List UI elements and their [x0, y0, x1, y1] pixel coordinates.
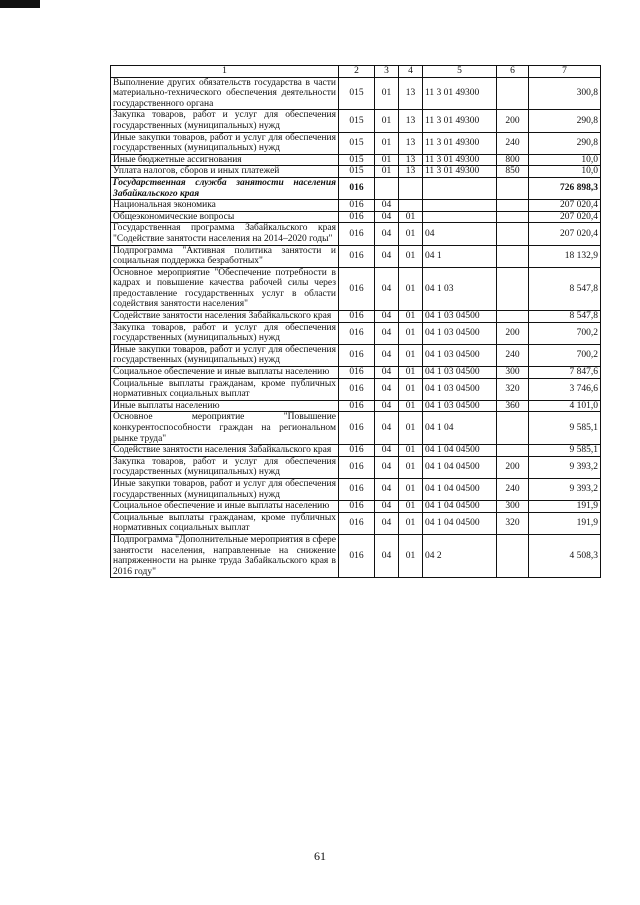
amount-cell: 10,0 — [529, 166, 601, 178]
subsection-code-cell: 01 — [399, 534, 423, 577]
section-code-cell: 04 — [375, 512, 399, 534]
amount-cell: 300,8 — [529, 77, 601, 110]
target-article-cell: 11 3 01 49300 — [423, 110, 497, 132]
table-row — [111, 367, 601, 379]
table-row — [111, 154, 601, 166]
ministry-code-cell: 015 — [339, 166, 375, 178]
ministry-code-cell: 016 — [339, 412, 375, 445]
expense-type-cell: 200 — [497, 322, 529, 344]
target-article-cell — [423, 200, 497, 212]
item-name-cell: Основное мероприятие "Обеспечение потребности в кадрах и повышение качества рабочей силы через предоставление государственных услуг в области содействия занятости населения" — [111, 267, 339, 310]
budget-table-body — [111, 66, 601, 578]
subsection-code-cell: 01 — [399, 512, 423, 534]
target-article-cell: 04 1 03 04500 — [423, 400, 497, 412]
expense-type-cell: 850 — [497, 166, 529, 178]
expense-type-cell: 800 — [497, 154, 529, 166]
target-article-cell: 04 1 03 04500 — [423, 344, 497, 366]
ministry-code-cell: 016 — [339, 534, 375, 577]
item-name-cell: Государственная программа Забайкальского края "Содействие занятости населения на 2014–2020 годы" — [111, 223, 339, 245]
ministry-code-cell: 016 — [339, 223, 375, 245]
item-name-cell: Содействие занятости населения Забайкальского края — [111, 311, 339, 323]
ministry-code-cell: 015 — [339, 77, 375, 110]
section-code-cell: 04 — [375, 478, 399, 500]
table-row — [111, 512, 601, 534]
item-name-cell: Подпрограмма "Дополнительные мероприятия в сфере занятости населения, направленные на снижение напряженности на рынке труда Забайкальского края в 2016 году" — [111, 534, 339, 577]
ministry-code-cell: 016 — [339, 177, 375, 199]
section-code-cell: 04 — [375, 267, 399, 310]
amount-cell: 3 746,6 — [529, 378, 601, 400]
item-name-cell: Социальное обеспечение и иные выплаты населению — [111, 367, 339, 379]
item-name-cell: Уплата налогов, сборов и иных платежей — [111, 166, 339, 178]
table-row — [111, 456, 601, 478]
item-name-cell: Закупка товаров, работ и услуг для обеспечения государственных (муниципальных) нужд — [111, 110, 339, 132]
target-article-cell: 04 1 04 04500 — [423, 512, 497, 534]
target-article-cell: 04 1 04 04500 — [423, 445, 497, 457]
target-article-cell: 04 2 — [423, 534, 497, 577]
expense-type-cell — [497, 311, 529, 323]
expense-type-cell — [497, 223, 529, 245]
amount-cell: 8 547,8 — [529, 267, 601, 310]
subsection-code-cell: 01 — [399, 367, 423, 379]
item-name-cell: Государственная служба занятости населения Забайкальского края — [111, 177, 339, 199]
section-code-cell: 04 — [375, 223, 399, 245]
ministry-code-cell: 016 — [339, 378, 375, 400]
target-article-cell — [423, 177, 497, 199]
amount-cell: 9 585,1 — [529, 445, 601, 457]
page-number: 61 — [314, 849, 326, 863]
subsection-code-cell — [399, 177, 423, 199]
table-row — [111, 478, 601, 500]
subsection-code-cell: 01 — [399, 400, 423, 412]
expense-type-cell: 240 — [497, 132, 529, 154]
subsection-code-cell: 13 — [399, 77, 423, 110]
subsection-code-cell: 01 — [399, 245, 423, 267]
subsection-code-cell: 01 — [399, 412, 423, 445]
ministry-code-cell: 015 — [339, 110, 375, 132]
item-name-cell: Национальная экономика — [111, 200, 339, 212]
subsection-code-cell: 01 — [399, 223, 423, 245]
target-article-cell: 04 1 03 04500 — [423, 367, 497, 379]
amount-cell: 18 132,9 — [529, 245, 601, 267]
table-row — [111, 132, 601, 154]
expense-type-cell: 360 — [497, 400, 529, 412]
item-name-cell: Иные закупки товаров, работ и услуг для обеспечения государственных (муниципальных) нужд — [111, 344, 339, 366]
column-number-cell: 7 — [529, 66, 601, 78]
target-article-cell — [423, 211, 497, 223]
section-code-cell: 04 — [375, 378, 399, 400]
item-name-cell: Иные закупки товаров, работ и услуг для обеспечения государственных (муниципальных) нужд — [111, 478, 339, 500]
column-number-cell: 3 — [375, 66, 399, 78]
expense-type-cell — [497, 412, 529, 445]
item-name-cell: Иные бюджетные ассигнования — [111, 154, 339, 166]
amount-cell: 9 393,2 — [529, 456, 601, 478]
amount-cell: 7 847,6 — [529, 367, 601, 379]
budget-table — [110, 65, 601, 578]
item-name-cell: Социальное обеспечение и иные выплаты населению — [111, 501, 339, 513]
item-name-cell: Основное мероприятие "Повышение конкурентоспособности граждан на региональном рынке труда" — [111, 412, 339, 445]
ministry-code-cell: 016 — [339, 311, 375, 323]
amount-cell: 700,2 — [529, 322, 601, 344]
subsection-code-cell: 01 — [399, 267, 423, 310]
expense-type-cell: 240 — [497, 344, 529, 366]
section-code-cell: 04 — [375, 534, 399, 577]
table-row — [111, 534, 601, 577]
amount-cell: 8 547,8 — [529, 311, 601, 323]
target-article-cell: 04 1 03 04500 — [423, 311, 497, 323]
section-code-cell — [375, 177, 399, 199]
subsection-code-cell: 13 — [399, 166, 423, 178]
target-article-cell: 04 1 03 — [423, 267, 497, 310]
item-name-cell: Выполнение других обязательств государства в части материально-технического обеспечения деятельности государственного органа — [111, 77, 339, 110]
subsection-code-cell: 01 — [399, 445, 423, 457]
target-article-cell: 11 3 01 49300 — [423, 132, 497, 154]
section-code-cell: 04 — [375, 367, 399, 379]
ministry-code-cell: 016 — [339, 400, 375, 412]
expense-type-cell — [497, 200, 529, 212]
table-row — [111, 177, 601, 199]
section-code-cell: 04 — [375, 344, 399, 366]
subsection-code-cell: 13 — [399, 110, 423, 132]
column-number-cell: 6 — [497, 66, 529, 78]
ministry-code-cell: 015 — [339, 132, 375, 154]
subsection-code-cell: 13 — [399, 132, 423, 154]
target-article-cell: 04 1 04 04500 — [423, 456, 497, 478]
item-name-cell: Иные выплаты населению — [111, 400, 339, 412]
section-code-cell: 04 — [375, 322, 399, 344]
column-number-cell: 2 — [339, 66, 375, 78]
amount-cell: 700,2 — [529, 344, 601, 366]
section-code-cell: 04 — [375, 400, 399, 412]
target-article-cell: 11 3 01 49300 — [423, 166, 497, 178]
section-code-cell: 01 — [375, 166, 399, 178]
item-name-cell: Содействие занятости населения Забайкальского края — [111, 445, 339, 457]
amount-cell: 207 020,4 — [529, 211, 601, 223]
target-article-cell: 04 1 04 04500 — [423, 478, 497, 500]
table-row — [111, 501, 601, 513]
subsection-code-cell — [399, 200, 423, 212]
column-number-cell: 4 — [399, 66, 423, 78]
column-number-cell: 1 — [111, 66, 339, 78]
ministry-code-cell: 016 — [339, 211, 375, 223]
target-article-cell: 04 1 04 04500 — [423, 501, 497, 513]
expense-type-cell — [497, 267, 529, 310]
ministry-code-cell: 016 — [339, 512, 375, 534]
table-row — [111, 223, 601, 245]
section-code-cell: 01 — [375, 132, 399, 154]
amount-cell: 290,8 — [529, 132, 601, 154]
expense-type-cell: 300 — [497, 501, 529, 513]
target-article-cell: 04 1 — [423, 245, 497, 267]
ministry-code-cell: 016 — [339, 200, 375, 212]
section-code-cell: 01 — [375, 110, 399, 132]
ministry-code-cell: 016 — [339, 344, 375, 366]
expense-type-cell — [497, 534, 529, 577]
table-row — [111, 77, 601, 110]
table-row — [111, 445, 601, 457]
table-row — [111, 378, 601, 400]
item-name-cell: Закупка товаров, работ и услуг для обеспечения государственных (муниципальных) нужд — [111, 456, 339, 478]
amount-cell: 191,9 — [529, 512, 601, 534]
target-article-cell: 11 3 01 49300 — [423, 77, 497, 110]
amount-cell: 207 020,4 — [529, 223, 601, 245]
subsection-code-cell: 01 — [399, 311, 423, 323]
expense-type-cell — [497, 445, 529, 457]
expense-type-cell — [497, 211, 529, 223]
section-code-cell: 04 — [375, 445, 399, 457]
table-row — [111, 166, 601, 178]
section-code-cell: 01 — [375, 77, 399, 110]
ministry-code-cell: 016 — [339, 267, 375, 310]
section-code-cell: 04 — [375, 311, 399, 323]
section-code-cell: 04 — [375, 211, 399, 223]
ministry-code-cell: 016 — [339, 445, 375, 457]
amount-cell: 9 585,1 — [529, 412, 601, 445]
subsection-code-cell: 01 — [399, 456, 423, 478]
amount-cell: 4 101,0 — [529, 400, 601, 412]
subsection-code-cell: 01 — [399, 378, 423, 400]
table-row — [111, 400, 601, 412]
table-row — [111, 322, 601, 344]
expense-type-cell: 200 — [497, 456, 529, 478]
ministry-code-cell: 015 — [339, 154, 375, 166]
subsection-code-cell: 13 — [399, 154, 423, 166]
table-row — [111, 311, 601, 323]
column-number-row — [111, 66, 601, 78]
column-number-cell: 5 — [423, 66, 497, 78]
amount-cell: 9 393,2 — [529, 478, 601, 500]
item-name-cell: Социальные выплаты гражданам, кроме публичных нормативных социальных выплат — [111, 512, 339, 534]
expense-type-cell: 200 — [497, 110, 529, 132]
amount-cell: 10,0 — [529, 154, 601, 166]
table-row — [111, 245, 601, 267]
item-name-cell: Закупка товаров, работ и услуг для обеспечения государственных (муниципальных) нужд — [111, 322, 339, 344]
table-row — [111, 267, 601, 310]
target-article-cell: 04 — [423, 223, 497, 245]
section-code-cell: 04 — [375, 200, 399, 212]
target-article-cell: 04 1 04 — [423, 412, 497, 445]
table-row — [111, 211, 601, 223]
table-row — [111, 110, 601, 132]
amount-cell: 191,9 — [529, 501, 601, 513]
scan-corner-mark — [0, 0, 40, 8]
expense-type-cell: 240 — [497, 478, 529, 500]
section-code-cell: 01 — [375, 154, 399, 166]
expense-type-cell — [497, 77, 529, 110]
subsection-code-cell: 01 — [399, 501, 423, 513]
item-name-cell: Подпрограмма "Активная политика занятости и социальная поддержка безработных" — [111, 245, 339, 267]
amount-cell: 726 898,3 — [529, 177, 601, 199]
ministry-code-cell: 016 — [339, 245, 375, 267]
subsection-code-cell: 01 — [399, 322, 423, 344]
table-row — [111, 344, 601, 366]
target-article-cell: 04 1 03 04500 — [423, 378, 497, 400]
expense-type-cell: 320 — [497, 378, 529, 400]
expense-type-cell: 300 — [497, 367, 529, 379]
section-code-cell: 04 — [375, 456, 399, 478]
item-name-cell: Социальные выплаты гражданам, кроме публичных нормативных социальных выплат — [111, 378, 339, 400]
ministry-code-cell: 016 — [339, 367, 375, 379]
expense-type-cell — [497, 177, 529, 199]
table-row — [111, 412, 601, 445]
amount-cell: 207 020,4 — [529, 200, 601, 212]
section-code-cell: 04 — [375, 501, 399, 513]
amount-cell: 4 508,3 — [529, 534, 601, 577]
ministry-code-cell: 016 — [339, 322, 375, 344]
budget-table-container — [110, 65, 600, 578]
section-code-cell: 04 — [375, 245, 399, 267]
ministry-code-cell: 016 — [339, 456, 375, 478]
table-row — [111, 200, 601, 212]
expense-type-cell — [497, 245, 529, 267]
ministry-code-cell: 016 — [339, 501, 375, 513]
target-article-cell: 11 3 01 49300 — [423, 154, 497, 166]
expense-type-cell: 320 — [497, 512, 529, 534]
item-name-cell: Общеэкономические вопросы — [111, 211, 339, 223]
subsection-code-cell: 01 — [399, 211, 423, 223]
amount-cell: 290,8 — [529, 110, 601, 132]
subsection-code-cell: 01 — [399, 344, 423, 366]
subsection-code-cell: 01 — [399, 478, 423, 500]
section-code-cell: 04 — [375, 412, 399, 445]
ministry-code-cell: 016 — [339, 478, 375, 500]
target-article-cell: 04 1 03 04500 — [423, 322, 497, 344]
item-name-cell: Иные закупки товаров, работ и услуг для обеспечения государственных (муниципальных) нужд — [111, 132, 339, 154]
